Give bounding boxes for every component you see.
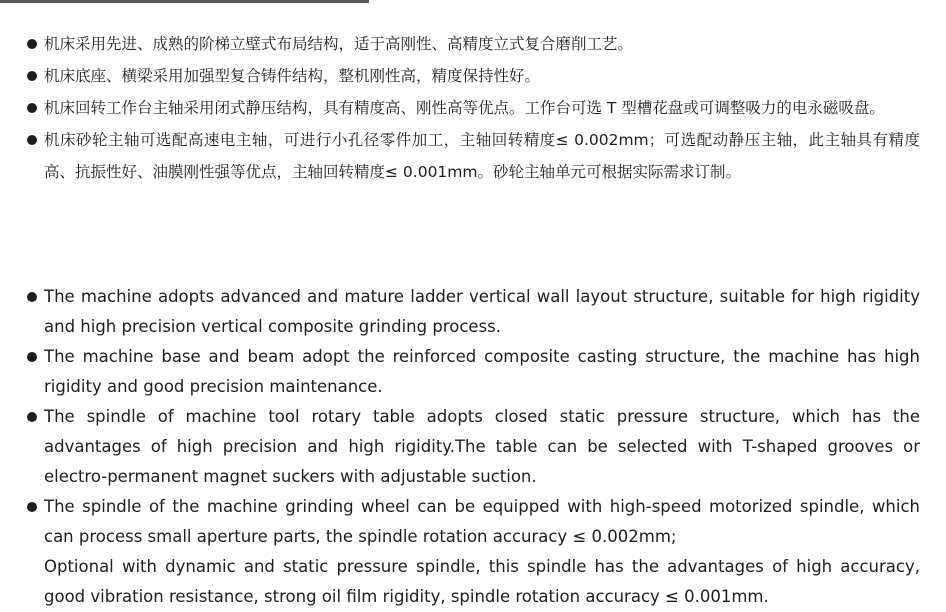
chinese-feature-list — [27, 28, 920, 188]
bullet-icon — [27, 71, 37, 81]
list-item-text: The spindle of the machine grinding wheel can be equipped with high-speed motorized spindle, which can process small aperture parts, the spindle rotation accuracy ≤ 0.002mm; — [44, 497, 920, 546]
list-item-text: The machine adopts advanced and mature ladder vertical wall layout structure, suitable for high rigidity and high precision vertical composite grinding process. — [44, 287, 920, 336]
top-divider — [0, 0, 369, 3]
list-item-text-continued: Optional with dynamic and static pressure spindle, this spindle has the advantages of high accuracy, good vibration resistance, strong oil film rigidity, spindle rotation accuracy ≤ 0.001mm. — [44, 557, 920, 606]
list-item — [27, 402, 920, 492]
list-item-text: 机床采用先进、成熟的阶梯立壁式布局结构，适于高刚性、高精度立式复合磨削工艺。 — [44, 35, 634, 53]
bullet-icon — [27, 352, 37, 362]
list-item-text: The spindle of machine tool rotary table adopts closed static pressure structure, which has the advantages of high precision and high rigidity.The table can be selected with T-shaped grooves or electro-permanent magnet suckers with adjustable suction. — [44, 407, 920, 486]
bullet-icon — [27, 39, 37, 49]
list-item-text: The machine base and beam adopt the reinforced composite casting structure, the machine has high rigidity and good precision maintenance. — [44, 347, 920, 396]
english-feature-list — [27, 282, 920, 612]
list-item — [27, 282, 920, 342]
list-item — [27, 342, 920, 402]
list-item — [27, 92, 920, 124]
list-item — [27, 124, 920, 188]
bullet-icon — [27, 412, 37, 422]
list-item-text: 机床底座、横梁采用加强型复合铸件结构，整机刚性高，精度保持性好。 — [44, 67, 541, 85]
bullet-icon — [27, 135, 37, 145]
list-item — [27, 60, 920, 92]
bullet-icon — [27, 502, 37, 512]
list-item — [27, 28, 920, 60]
list-item-text: 机床砂轮主轴可选配高速电主轴，可进行小孔径零件加工，主轴回转精度≤ 0.002mm；可选配动静压主轴，此主轴具有精度高、抗振性好、油膜刚性强等优点，主轴回转精度≤ 0.001mm。砂轮主轴单元可根据实际需求订制。 — [44, 131, 920, 181]
bullet-icon — [27, 103, 37, 113]
bullet-icon — [27, 292, 37, 302]
list-item-text: 机床回转工作台主轴采用闭式静压结构，具有精度高、刚性高等优点。工作台可选 T 型槽花盘或可调整吸力的电永磁吸盘。 — [44, 99, 885, 117]
list-item — [27, 492, 920, 612]
